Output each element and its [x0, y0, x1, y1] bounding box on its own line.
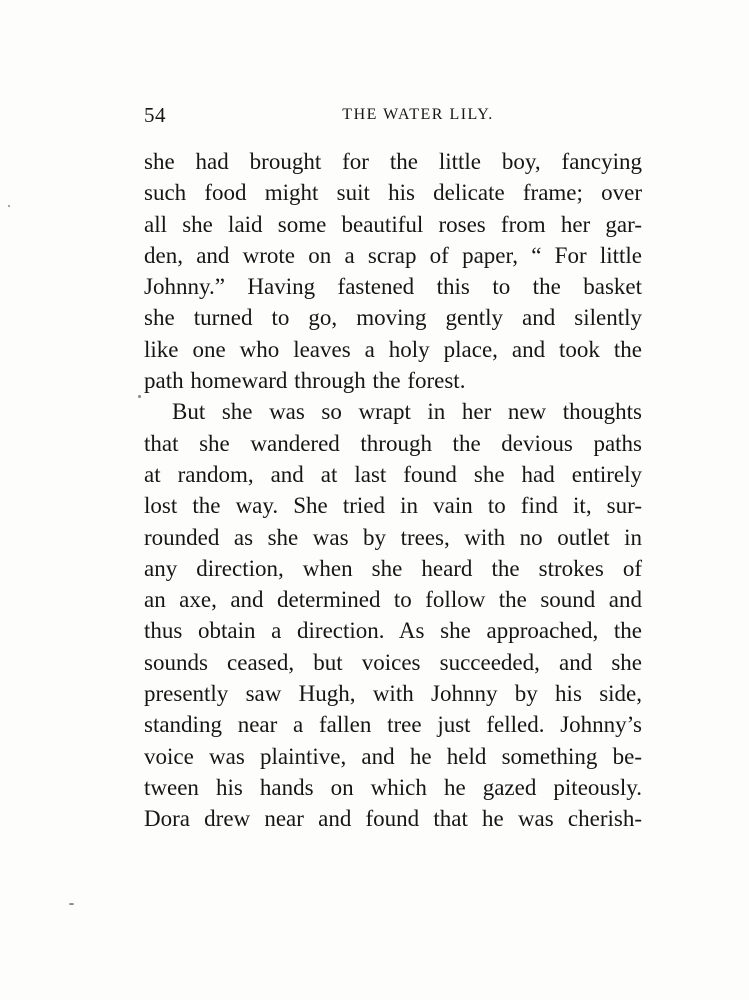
text-line: sounds ceased, but voices succeeded, and she	[144, 649, 642, 675]
text-line: voice was plaintive, and he held something be-	[144, 743, 642, 769]
text-line: tween his hands on which he gazed piteously.	[144, 774, 642, 800]
text-line: presently saw Hugh, with Johnny by his side,	[144, 681, 642, 707]
text-line: rounded as she was by trees, with no outlet in	[144, 524, 642, 550]
text-line: that she wandered through the devious paths	[144, 430, 642, 456]
page-number: 54	[144, 103, 166, 127]
text-line: thus obtain a direction. As she approached, the	[144, 618, 642, 644]
text-line: like one who leaves a holy place, and took the	[144, 336, 642, 362]
body-text	[144, 146, 642, 835]
text-line: Johnny.” Having fastened this to the basket	[144, 274, 642, 300]
print-speck	[69, 903, 74, 905]
text-line: any direction, when she heard the strokes of	[144, 555, 642, 581]
print-speck	[138, 395, 141, 398]
paragraph-start-line: But she was so wrapt in her new thoughts	[172, 399, 642, 425]
paragraph-end-line: path homeward through the forest.	[144, 368, 466, 394]
text-line: she turned to go, moving gently and silently	[144, 305, 642, 331]
text-line: an axe, and determined to follow the sound and	[144, 587, 642, 613]
text-line: such food might suit his delicate frame; over	[144, 180, 642, 206]
text-line: standing near a fallen tree just felled. Johnny’s	[144, 712, 642, 738]
running-title: THE WATER LILY.	[342, 106, 494, 123]
running-head	[144, 100, 642, 130]
text-line: Dora drew near and found that he was cherish-	[144, 806, 642, 832]
text-line: lost the way. She tried in vain to find it, sur-	[144, 493, 642, 519]
text-line: at random, and at last found she had entirely	[144, 461, 642, 487]
text-line: she had brought for the little boy, fancying	[144, 149, 642, 174]
text-line: all she laid some beautiful roses from her gar-	[144, 211, 642, 237]
text-line: den, and wrote on a scrap of paper, “ For little	[144, 242, 642, 268]
print-speck	[8, 205, 10, 207]
